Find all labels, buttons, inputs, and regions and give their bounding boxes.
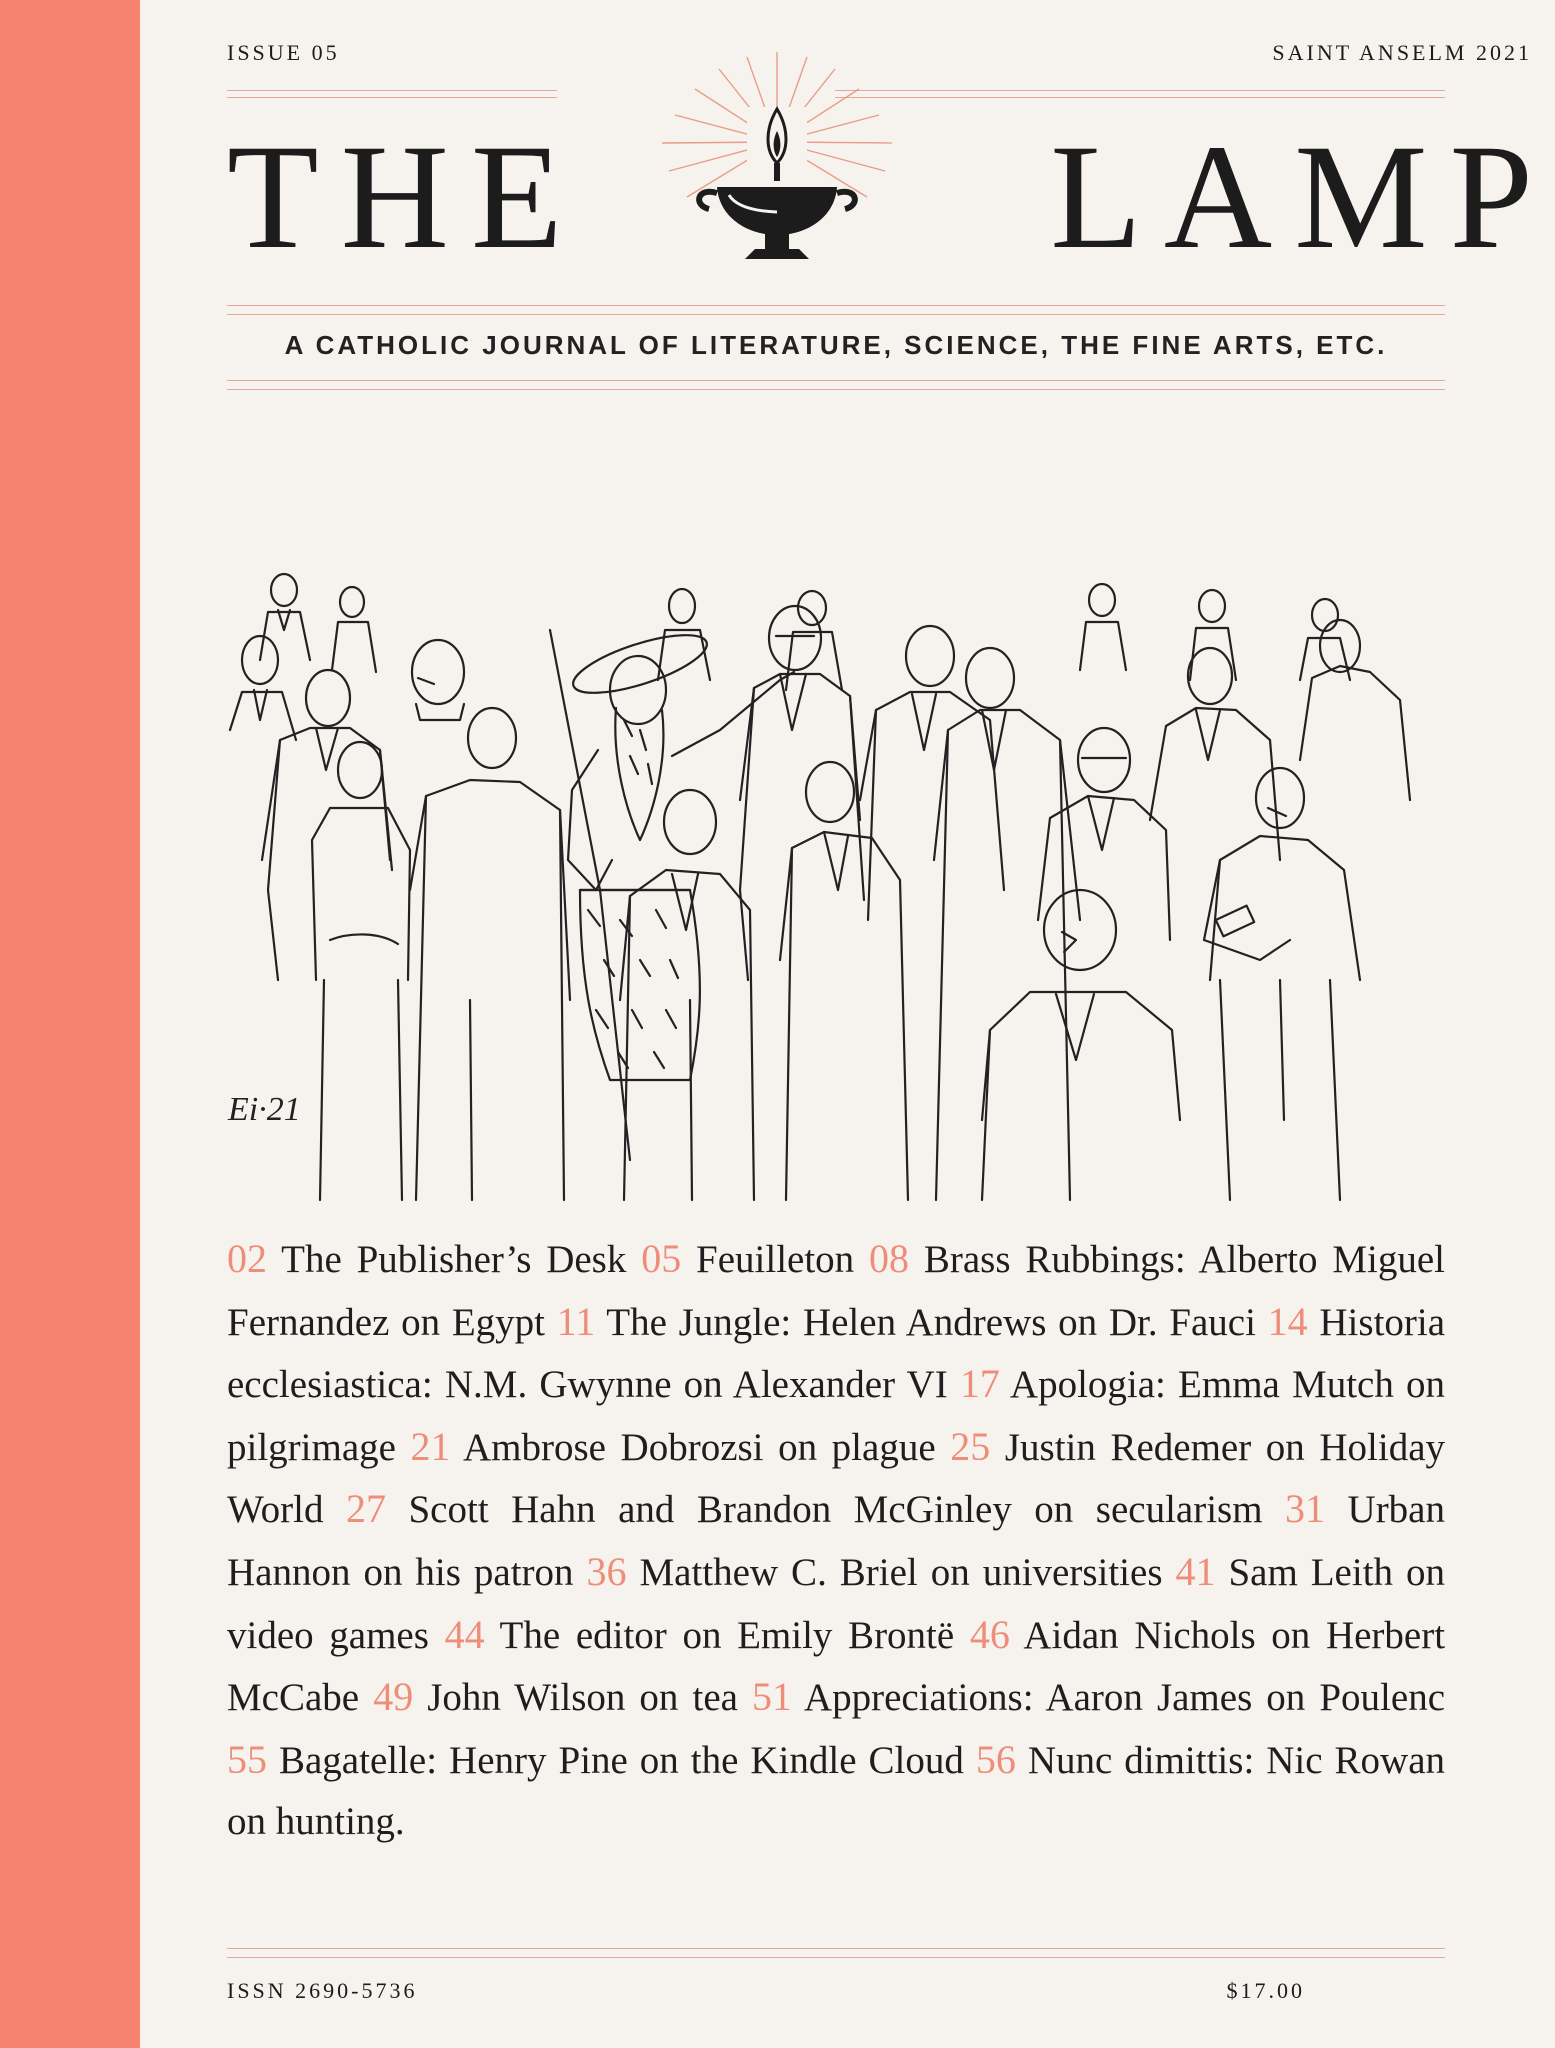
issn-number: ISSN 2690-5736 bbox=[227, 1978, 418, 2003]
journal-subtitle: A CATHOLIC JOURNAL OF LITERATURE, SCIENCE, THE FINE ARTS, ETC. bbox=[284, 330, 1388, 360]
contents-entry bbox=[586, 1548, 1163, 1594]
cover-spine-stripe bbox=[0, 0, 140, 2048]
contents-title: Aidan Nichols on Herbert McCabe bbox=[227, 1613, 1446, 1720]
contents-entry bbox=[641, 1238, 854, 1281]
top-rule-left bbox=[227, 90, 557, 98]
contents-title: Urban Hannon on his patron bbox=[227, 1488, 1445, 1594]
contents-title: Justin Redemer on Holiday World bbox=[227, 1425, 1446, 1532]
masthead-lamp: LAMP bbox=[1050, 114, 1555, 280]
cover-price: $17.00 bbox=[1226, 1978, 1305, 2003]
contents-page-number: 51 bbox=[752, 1674, 793, 1720]
contents-entry bbox=[410, 1423, 936, 1469]
contents-page-number: 21 bbox=[410, 1423, 451, 1469]
contents-title: Brass Rubbings: Alberto Miguel Fernandez on Egypt bbox=[227, 1238, 1445, 1344]
contents-title: John Wilson on tea bbox=[427, 1676, 738, 1720]
figure-background-5 bbox=[1080, 584, 1126, 670]
contents-title: Feuilleton bbox=[696, 1238, 855, 1281]
contents-entry bbox=[373, 1676, 738, 1719]
oil-lamp-icon bbox=[647, 47, 907, 297]
artist-signature: Ei·21 bbox=[228, 1091, 301, 1128]
contents-title: Historia ecclesiastica: N.M. Gwynne on Alexander VI bbox=[227, 1300, 1446, 1407]
contents-entry bbox=[444, 1611, 955, 1657]
contents-title: Apologia: Emma Mutch on pilgrimage bbox=[227, 1363, 1446, 1469]
contents-page-number: 49 bbox=[373, 1674, 414, 1720]
contents-title: The Publisher’s Desk bbox=[281, 1238, 627, 1281]
contents-page-number: 44 bbox=[444, 1611, 485, 1657]
figure-man-right-3 bbox=[1150, 648, 1280, 860]
figure-man-right-1 bbox=[860, 626, 1004, 920]
contents-title: Nunc dimittis: Nic Rowan on hunting. bbox=[227, 1738, 1446, 1844]
contents-title: Matthew C. Briel on universities bbox=[639, 1550, 1163, 1594]
contents-title: Sam Leith on video games bbox=[227, 1550, 1446, 1657]
figure-man-right-2 bbox=[934, 648, 1080, 1200]
contents-title: The Jungle: Helen Andrews on Dr. Fauci bbox=[606, 1300, 1256, 1344]
contents-entry bbox=[227, 1736, 964, 1782]
figure-man-back-hands bbox=[312, 742, 410, 1200]
contents-page-number: 02 bbox=[227, 1236, 267, 1281]
contents-entry bbox=[227, 1238, 626, 1281]
contents-page-number: 08 bbox=[869, 1236, 910, 1281]
figure-background-6 bbox=[1190, 590, 1236, 680]
contents-title: Appreciations: Aaron James on Poulenc bbox=[803, 1676, 1446, 1720]
contents-page-number: 41 bbox=[1175, 1548, 1216, 1594]
issue-feast-year: SAINT ANSELM 2021 bbox=[1272, 40, 1532, 65]
magazine-cover bbox=[140, 0, 1555, 2048]
figure-man-talking bbox=[620, 790, 754, 1200]
contents-title: The editor on Emily Brontë bbox=[499, 1613, 955, 1657]
figure-man-phone bbox=[1204, 768, 1360, 1200]
subtitle-rule-top bbox=[227, 305, 1445, 315]
contents-entry bbox=[346, 1488, 1263, 1531]
masthead bbox=[227, 114, 1555, 280]
figure-man-left-1 bbox=[230, 636, 296, 740]
figure-man-smoking bbox=[412, 640, 464, 720]
issue-number: ISSUE 05 bbox=[227, 40, 340, 65]
contents-page-number: 55 bbox=[227, 1736, 267, 1782]
contents-page-number: 56 bbox=[975, 1736, 1016, 1782]
figure-man-far-right bbox=[1300, 620, 1410, 800]
contents-title: Bagatelle: Henry Pine on the Kindle Cloud bbox=[278, 1738, 964, 1782]
figure-man-glasses-center bbox=[740, 606, 864, 980]
contents-page-number: 27 bbox=[346, 1486, 386, 1532]
cover-illustration bbox=[220, 560, 1450, 1210]
figure-man-left-2 bbox=[262, 670, 392, 980]
contents-page-number: 05 bbox=[641, 1236, 682, 1281]
contents-page-number: 25 bbox=[950, 1423, 991, 1469]
contents-page-number: 36 bbox=[586, 1548, 627, 1594]
subtitle-rule-bottom bbox=[227, 380, 1445, 390]
contents-title: Scott Hahn and Brandon McGinley on secularism bbox=[408, 1488, 1263, 1532]
top-rule-right bbox=[835, 90, 1445, 98]
figure-man-center-right bbox=[780, 762, 908, 1200]
contents-page-number: 14 bbox=[1267, 1298, 1308, 1344]
figure-man-bald-seated bbox=[982, 890, 1180, 1200]
contents-title: Ambrose Dobrozsi on plague bbox=[462, 1425, 936, 1469]
masthead-the: THE bbox=[227, 114, 585, 280]
footer-rule bbox=[227, 1948, 1445, 1958]
figure-john-the-baptist bbox=[550, 623, 794, 1160]
figure-background-2 bbox=[332, 587, 376, 672]
contents-page-number: 46 bbox=[969, 1611, 1010, 1657]
contents-page-number: 17 bbox=[959, 1361, 1000, 1407]
contents-page-number: 31 bbox=[1285, 1486, 1326, 1532]
contents-entry bbox=[752, 1676, 1445, 1719]
figure-background-1 bbox=[260, 574, 310, 660]
table-of-contents bbox=[227, 1228, 1445, 1853]
figure-background-7 bbox=[1300, 599, 1350, 680]
figure-man-back-center bbox=[410, 708, 570, 1200]
contents-page-number: 11 bbox=[556, 1298, 596, 1344]
contents-entry bbox=[556, 1298, 1256, 1344]
figure-man-right-glasses bbox=[1038, 728, 1170, 940]
